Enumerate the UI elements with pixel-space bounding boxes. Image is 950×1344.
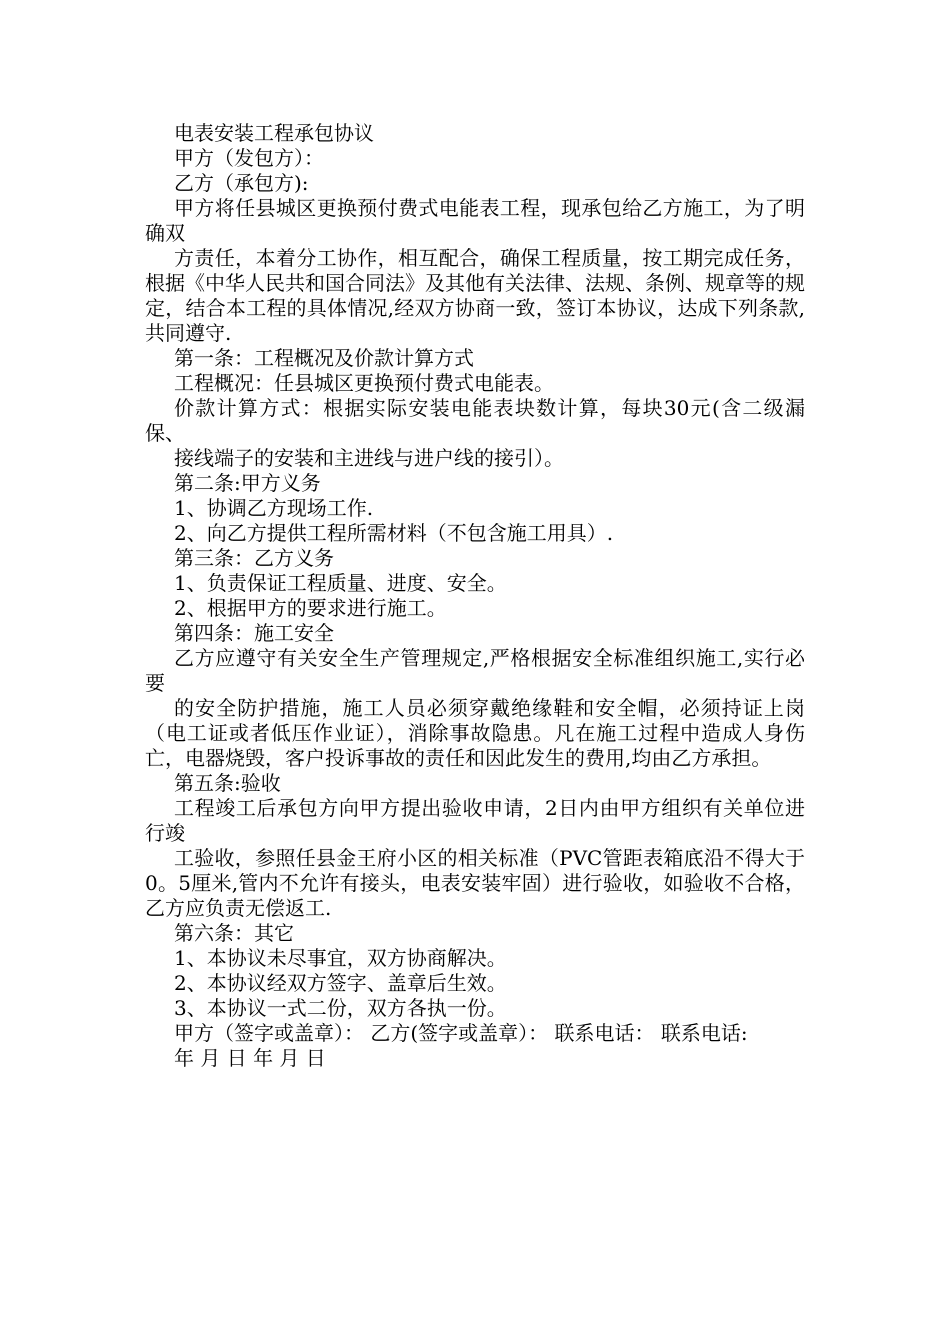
document-body — [145, 121, 805, 1071]
article-4-paragraph-1: 乙方应遵守有关安全生产管理规定,严格根据安全标准组织施工,实行必要 — [145, 646, 805, 695]
article-3-heading: 第三条：乙方义务 — [174, 546, 334, 570]
signature-line: 甲方（签字或盖章）： 乙方(签字或盖章）： 联系电话： 联系电话: — [174, 1021, 748, 1045]
article-1-pricing: 价款计算方式：根据实际安装电能表块数计算，每块30元(含二级漏保、 — [145, 396, 805, 445]
party-a-line: 甲方（发包方）： — [174, 146, 324, 170]
intro-paragraph-1: 甲方将任县城区更换预付费式电能表工程，现承包给乙方施工，为了明确双 — [145, 196, 805, 245]
article-5-heading: 第五条:验收 — [174, 771, 281, 795]
article-2-item-2: 2、向乙方提供工程所需材料（不包含施工用具）. — [174, 521, 614, 545]
article-6-item-1: 1、本协议未尽事宜，双方协商解决。 — [174, 946, 507, 970]
article-6-item-3: 3、本协议一式二份，双方各执一份。 — [174, 996, 507, 1020]
article-2-heading: 第二条:甲方义务 — [174, 471, 321, 495]
article-5-paragraph-2: 工验收，参照任县金王府小区的相关标准（PVC管距表箱底沿不得大于0。5厘米,管内不允许有接头，电表安装牢固）进行验收，如验收不合格，乙方应负责无偿返工. — [145, 846, 805, 920]
date-line: 年 月 日 年 月 日 — [174, 1046, 326, 1070]
article-1-pricing-cont: 接线端子的安装和主进线与进户线的接引）。 — [174, 446, 564, 470]
article-3-item-2: 2、根据甲方的要求进行施工。 — [174, 596, 447, 620]
intro-paragraph-2: 方责任，本着分工协作，相互配合，确保工程质量，按工期完成任务，根据《中华人民共和国合同法》及其他有关法律、法规、条例、规章等的规定，结合本工程的具体情况,经双方协商一致，签订本协议，达成下列条款,共同遵守. — [145, 246, 805, 345]
article-4-heading: 第四条：施工安全 — [174, 621, 334, 645]
article-2-item-1: 1、协调乙方现场工作. — [174, 496, 374, 520]
article-1-overview: 工程概况：任县城区更换预付费式电能表。 — [174, 371, 554, 395]
article-3-item-1: 1、负责保证工程质量、进度、安全。 — [174, 571, 507, 595]
document-title: 电表安装工程承包协议 — [174, 121, 374, 145]
party-b-line: 乙方（承包方): — [174, 171, 309, 195]
article-6-item-2: 2、本协议经双方签字、盖章后生效。 — [174, 971, 507, 995]
article-1-heading: 第一条：工程概况及价款计算方式 — [174, 346, 474, 370]
article-5-paragraph-1: 工程竣工后承包方向甲方提出验收申请，2日内由甲方组织有关单位进行竣 — [145, 796, 805, 845]
article-6-heading: 第六条：其它 — [174, 921, 294, 945]
article-4-paragraph-2: 的安全防护措施，施工人员必须穿戴绝缘鞋和安全帽，必须持证上岗（电工证或者低压作业证），消除事故隐患。凡在施工过程中造成人身伤亡，电器烧毁，客户投诉事故的责任和因此发生的费用,均由乙方承担。 — [145, 696, 805, 770]
